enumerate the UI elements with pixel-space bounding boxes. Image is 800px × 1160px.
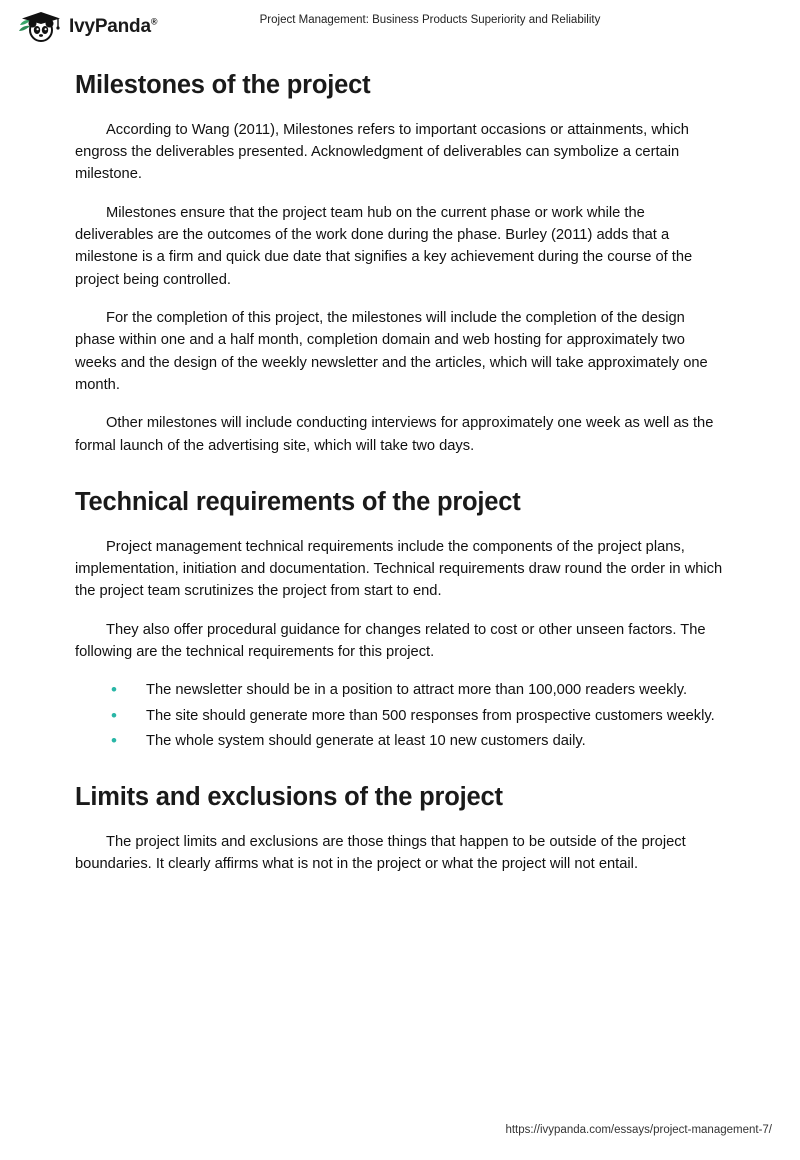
section-heading-milestones: Milestones of the project [75, 71, 371, 99]
page-header [0, 0, 800, 46]
paragraph: Other milestones will include conducting interviews for approximately one week as well as the formal launch of the advertising site, which will take two days. [75, 415, 714, 454]
section-heading-limits-exclusions: Limits and exclusions of the project [75, 783, 503, 812]
paragraph: According to Wang (2011), Milestones refers to important occasions or attainments, which engross the deliverables presented. Acknowledgment of deliverables can symbolize a certain milestone. [75, 121, 689, 183]
list-item: • The newsletter should be in a position to attract more than 100,000 readers weekly. [111, 679, 723, 701]
document-body [75, 70, 723, 892]
list-item: • The whole system should generate at least 10 new customers daily. [111, 730, 723, 752]
paragraph: Milestones ensure that the project team hub on the current phase or work while the deliverables are the outcomes of the work done during the phase. Burley (2011) adds that a milestone is a firm and quick due date that signifies a key achievement during the course of the project being controlled. [75, 204, 693, 288]
paragraph: For the completion of this project, the milestones will include the completion of the design phase within one and a half month, completion domain and web hosting for approximately two weeks and the design of the weekly newsletter and the articles, which will take approximately one month. [75, 310, 708, 394]
registered-mark: ® [150, 16, 158, 27]
list-item: • The site should generate more than 500 responses from prospective customers weekly. [111, 705, 723, 727]
document-title: Project Management: Business Products Superiority and Reliability [259, 14, 601, 26]
technical-requirements-list [75, 679, 723, 752]
source-url-link[interactable]: https://ivypanda.com/essays/project-management-7/ [505, 1124, 772, 1136]
paragraph: Project management technical requirements include the components of the project plans, implementation, initiation and documentation. Technical requirements draw round the order in which the project team scrutinizes the project from start to end. [75, 538, 723, 600]
paragraph: The project limits and exclusions are those things that happen to be outside of the project boundaries. It clearly affirms what is not in the project or what the project will not entail. [75, 834, 686, 873]
paragraph: They also offer procedural guidance for changes related to cost or other unseen factors. The following are the technical requirements for this project. [75, 621, 706, 661]
section-heading-technical-requirements: Technical requirements of the project [75, 488, 521, 517]
brand-name-text: IvyPanda [69, 16, 151, 37]
